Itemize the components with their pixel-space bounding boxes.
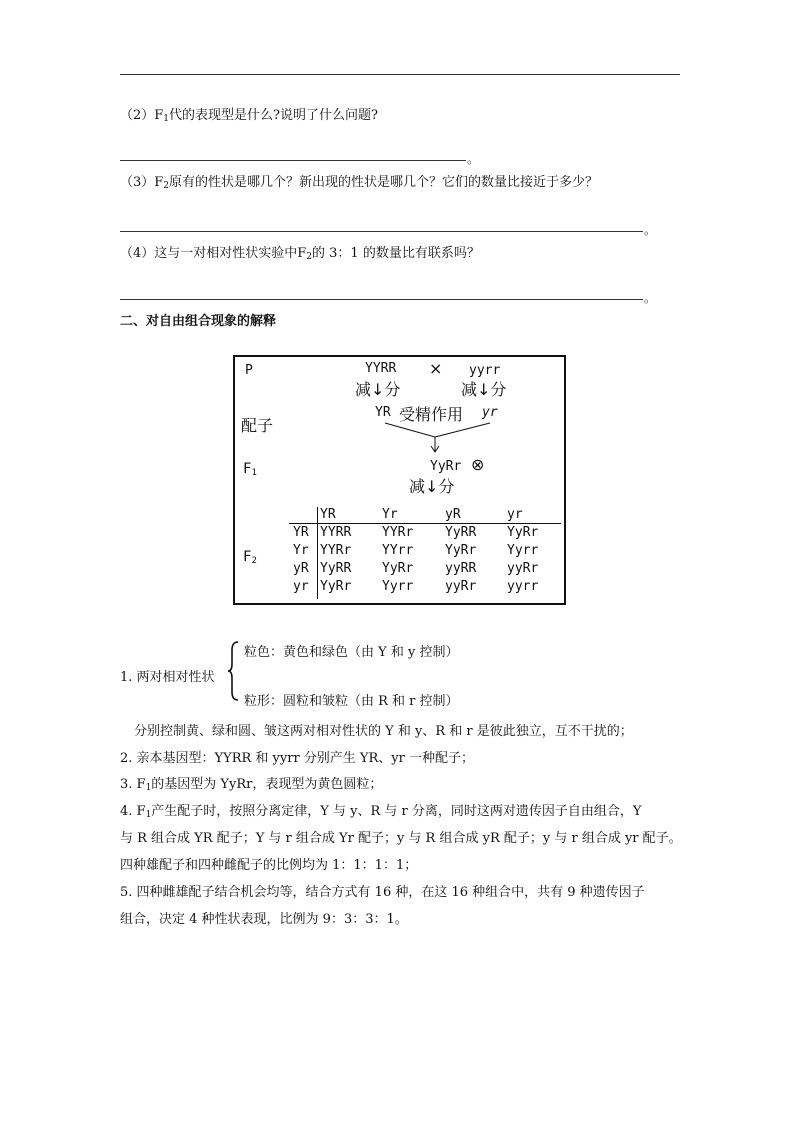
question-2: $(2)F_1$代的表现型是什么?说明了什么问题? [120, 108, 378, 124]
cross-symbol: × [429, 359, 443, 378]
punnett-cell: YyRR [320, 561, 352, 576]
explanation-3: 3. $F_1$的基因型为 YyRr，表现型为黄色圆粒； [120, 777, 383, 793]
punnett-row-header: YR [293, 525, 309, 540]
f1-label: $F_1$ [243, 461, 257, 478]
trait-shape: 粒形：圆粒和皱粒（由 R 和 r 控制） [244, 694, 459, 709]
answer-line-3[interactable] [120, 231, 643, 232]
answer-period-3: 。 [644, 223, 657, 237]
p-label: P [245, 363, 253, 378]
explanation-4-line-3: 四种雄配子和四种雌配子的比例均为 1：1：1：1； [120, 858, 418, 873]
explanation-5-line-2: 组合，决定 4 种性状表现，比例为 9：3：3：1。 [120, 912, 408, 927]
traits-label: 1. 两对相对性状 [120, 670, 215, 685]
question-4: （4）这与一对相对性状实验中$F_2$的 3：1 的数量比有联系吗？ [120, 246, 480, 262]
punnett-row-header: yR [293, 561, 309, 576]
explanation-4-line-1: 4. $F_1$产生配子时，按照分离定律，Y 与 y、R 与 r 分离，同时这两对遗传因子自由组合，Y [120, 804, 642, 820]
f1-genotype: YyRr [430, 459, 462, 474]
question-3: $(3)F_2$原有的性状是哪几个？新出现的性状是哪几个？它们的数量比接近于多少？ [120, 175, 599, 191]
punnett-cell: YYRr [382, 525, 414, 540]
answer-line-4[interactable] [120, 299, 643, 300]
explanation-independent: 分别控制黄、绿和圆、皱这两对相对性状的 Y 和 y、R 和 r 是彼此独立，互不干扰的； [134, 724, 633, 739]
explanation-2: 2. 亲本基因型：YYRR 和 yyrr 分别产生 YR、yr 一种配子； [120, 751, 474, 766]
fertilization-label: 受精作用 [399, 405, 464, 424]
punnett-col-header: Yr [382, 507, 398, 522]
punnett-col-header: YR [320, 507, 336, 522]
f2-label: $F_2$ [243, 549, 257, 566]
self-cross-icon: ⊗ [471, 455, 485, 474]
punnett-col-rule [317, 507, 318, 599]
gamete-label: 配子 [241, 416, 274, 435]
punnett-cell: yyRr [445, 579, 477, 594]
punnett-header-rule [289, 523, 561, 524]
punnett-col-header: yr [507, 507, 523, 522]
parent-1-genotype: YYRR [365, 361, 397, 376]
section-heading: 二、对自由组合现象的解释 [120, 314, 277, 329]
punnett-cell: Yyrr [382, 579, 414, 594]
meiosis-left: 减↓分 [355, 380, 401, 399]
punnett-cell: YYrr [382, 543, 414, 558]
meiosis-right: 减↓分 [461, 380, 507, 399]
cross-diagram [233, 355, 566, 605]
parent-2-genotype: yyrr [469, 363, 501, 378]
answer-period-4: 。 [644, 291, 657, 305]
punnett-cell: YyRr [445, 543, 477, 558]
brace-icon [226, 640, 242, 702]
f1-meiosis: 减↓分 [409, 477, 455, 496]
punnett-row-header: yr [293, 579, 309, 594]
punnett-cell: YyRr [320, 579, 352, 594]
punnett-cell: YYRR [320, 525, 352, 540]
gamete-yr-recessive: yr [482, 405, 498, 420]
punnett-cell: YyRr [507, 525, 539, 540]
explanation-5-line-1: 5. 四种雌雄配子结合机会均等，结合方式有 16 种，在这 16 种组合中，共有 9 种遗传因子 [120, 885, 645, 900]
gamete-yr-dominant: YR [375, 405, 391, 420]
top-rule [120, 74, 680, 75]
punnett-cell: yyrr [507, 579, 539, 594]
punnett-cell: YyRr [382, 561, 414, 576]
explanation-4-line-2: 与 R 组合成 YR 配子；Y 与 r 组合成 Yr 配子；y 与 R 组合成 yR 配子；y 与 r 组合成 yr 配子。 [120, 831, 682, 846]
punnett-row-header: Yr [293, 543, 309, 558]
answer-line-2[interactable] [120, 160, 466, 161]
answer-period-2: 。 [467, 152, 480, 166]
punnett-cell: yyRR [445, 561, 477, 576]
punnett-cell: YyRR [445, 525, 477, 540]
punnett-cell: YYRr [320, 543, 352, 558]
trait-color: 粒色：黄色和绿色（由 Y 和 y 控制） [244, 645, 459, 660]
punnett-cell: yyRr [507, 561, 539, 576]
punnett-cell: Yyrr [507, 543, 539, 558]
punnett-col-header: yR [445, 507, 461, 522]
